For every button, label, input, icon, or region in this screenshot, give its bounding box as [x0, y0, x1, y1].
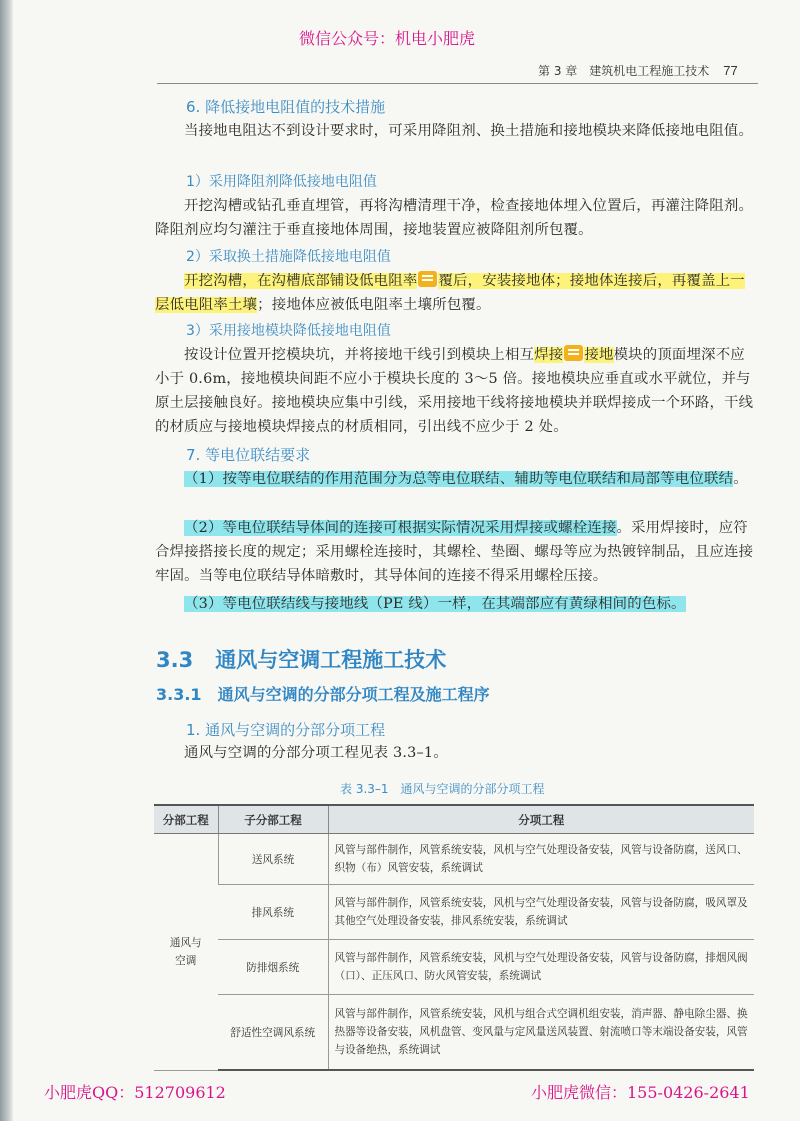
note-icon[interactable]: [564, 345, 583, 361]
items-cell: 风管与部件制作，风管系统安装，风机与空气处理设备安装，风管与设备防腐，送风口、织物（布）风管安装，系统调试: [328, 834, 754, 885]
subdivision-cell: 防排烟系统: [218, 940, 328, 995]
s6-sub1-text: 开挖沟槽或钻孔垂直埋管，再将沟槽清理干净，检查接地体埋入位置后，再灌注降阻剂。降阻剂应均匀灌注于垂直接地体周围，接地装置应被降阻剂所包覆。: [155, 198, 754, 238]
s6-sub3-body: [155, 343, 755, 439]
page-number: 77: [723, 63, 738, 78]
s7-p2: [155, 516, 755, 588]
page-spine-shadow: [0, 0, 13, 1121]
s6-sub2-rest: ；接地体应被低电阻率土壤所包覆。: [257, 297, 491, 313]
watermark-bottom-left: 小肥虎QQ：512709612: [44, 1083, 226, 1102]
watermark-bottom-right: 小肥虎微信：155-0426-2641: [531, 1083, 750, 1102]
s6-intro: [155, 119, 755, 143]
highlight-yellow: 覆后，安装接地体；接地体连接后，再覆盖上一层低电阻率土壤: [155, 273, 745, 313]
running-head: [538, 62, 738, 79]
s7-p3: [155, 592, 755, 616]
items-cell: 风管与部件制作，风管系统安装，风机与空气处理设备安装，风管与设备防腐，吸风罩及其他空气处理设备安装，排风系统安装，系统调试: [328, 885, 754, 940]
section-number: 3.3: [156, 648, 194, 672]
table-header-row: [154, 805, 754, 834]
note-icon[interactable]: [418, 271, 437, 287]
s7-p1-end: 。: [733, 471, 748, 487]
subdivision-table: [154, 804, 754, 1071]
item1-heading: 1. 通风与空调的分部分项工程: [186, 721, 386, 739]
items-cell: 风管与部件制作，风管系统安装，风机与组合式空调机组安装，消声器、静电除尘器、换热器等设备安装，风机盘管、变风量与定风量送风装置、射流喷口等末端设备安装，风管与设备绝热，系统调试: [328, 995, 754, 1071]
division-label: 通风与空调: [169, 936, 202, 967]
s7-p1: [155, 467, 755, 491]
subdivision-cell: 舒适性空调风系统: [218, 995, 328, 1071]
s6-sub1-heading: 1）采用降阻剂降低接地电阻值: [186, 174, 377, 190]
table-header-cell: 分部工程: [154, 805, 218, 834]
s6-sub1-body: [155, 194, 755, 242]
items-cell: 风管与部件制作，风管系统安装，风机与空气处理设备安装，风管与设备防腐，排烟风阀（口）、正压风口、防火风管安装，系统调试: [328, 940, 754, 995]
highlight-yellow: 接地: [584, 347, 614, 363]
section-title: 通风与空调工程施工技术: [215, 648, 447, 672]
s6-sub2-body: [155, 269, 755, 317]
s6-sub3-text-a: 按设计位置开挖模块坑，并将接地干线引到模块上相互: [184, 347, 535, 363]
division-cell: [154, 834, 218, 1071]
table-header-cell: 子分部工程: [218, 805, 328, 834]
section-heading: [156, 644, 446, 674]
table-caption: 表 3.3–1 通风与空调的分部分项工程: [340, 782, 545, 796]
subsection-number: 3.3.1: [156, 685, 202, 704]
subsection-title: 通风与空调的分部分项工程及施工程序: [217, 685, 490, 704]
highlight-cyan: （3）等电位联结线与接地线（PE 线）一样，在其端部应有黄绿相间的色标。: [184, 596, 686, 612]
subdivision-cell: 排风系统: [218, 885, 328, 940]
s7-heading: 7. 等电位联结要求: [186, 446, 311, 464]
table-row: [154, 940, 754, 995]
highlight-cyan: （1）按等电位联结的作用范围分为总等电位联结、辅助等电位联结和局部等电位联结: [184, 471, 734, 487]
table-row: [154, 885, 754, 940]
table-row: [154, 834, 754, 885]
s7-p2-rest: 。采用焊接时，应符合焊接搭接长度的规定；采用螺栓连接时，其螺栓、垫圈、螺母等应为热镀锌制品，且应连接牢固。当等电位联结导体暗敷时，其导体间的连接不得采用螺栓压接。: [155, 520, 754, 584]
table-header-cell: 分项工程: [328, 805, 754, 834]
header-rule: [157, 83, 758, 84]
s6-sub3-text-b: 模块的顶面埋深不应小于 0.6m，接地模块间距不应小于模块长度的 3～5 倍。接地模块应垂直或水平就位，并与原土层接触良好。接地模块应集中引线，采用接地干线将接地模块并联焊接成一个环路，干线的材质应与接地模块焊接点的材质相同，引出线不应少于 2 处。: [155, 347, 754, 435]
item1-body: [155, 741, 755, 765]
item1-body-text: 通风与空调的分部分项工程见表 3.3–1。: [184, 745, 448, 761]
s6-sub2-heading: 2）采取换土措施降低接地电阻值: [186, 249, 391, 265]
highlight-yellow: 开挖沟槽，在沟槽底部铺设低电阻率: [184, 273, 418, 289]
subdivision-cell: 送风系统: [218, 834, 328, 885]
subsection-heading: [156, 682, 490, 705]
s6-intro-text: 当接地电阻达不到设计要求时，可采用降阻剂、换土措施和接地模块来降低接地电阻值。: [184, 123, 754, 139]
table-row: [154, 995, 754, 1071]
highlight-cyan: （2）等电位联结导体间的连接可根据实际情况采用焊接或螺栓连接: [184, 520, 617, 536]
s6-heading: 6. 降低接地电阻值的技术措施: [186, 98, 386, 116]
s6-sub3-heading: 3）采用接地模块降低接地电阻值: [186, 323, 391, 339]
running-head-chapter: 第 3 章 建筑机电工程施工技术: [538, 64, 710, 78]
highlight-yellow: 焊接: [534, 347, 564, 363]
watermark-top: 微信公众号：机电小肥虎: [299, 29, 476, 48]
